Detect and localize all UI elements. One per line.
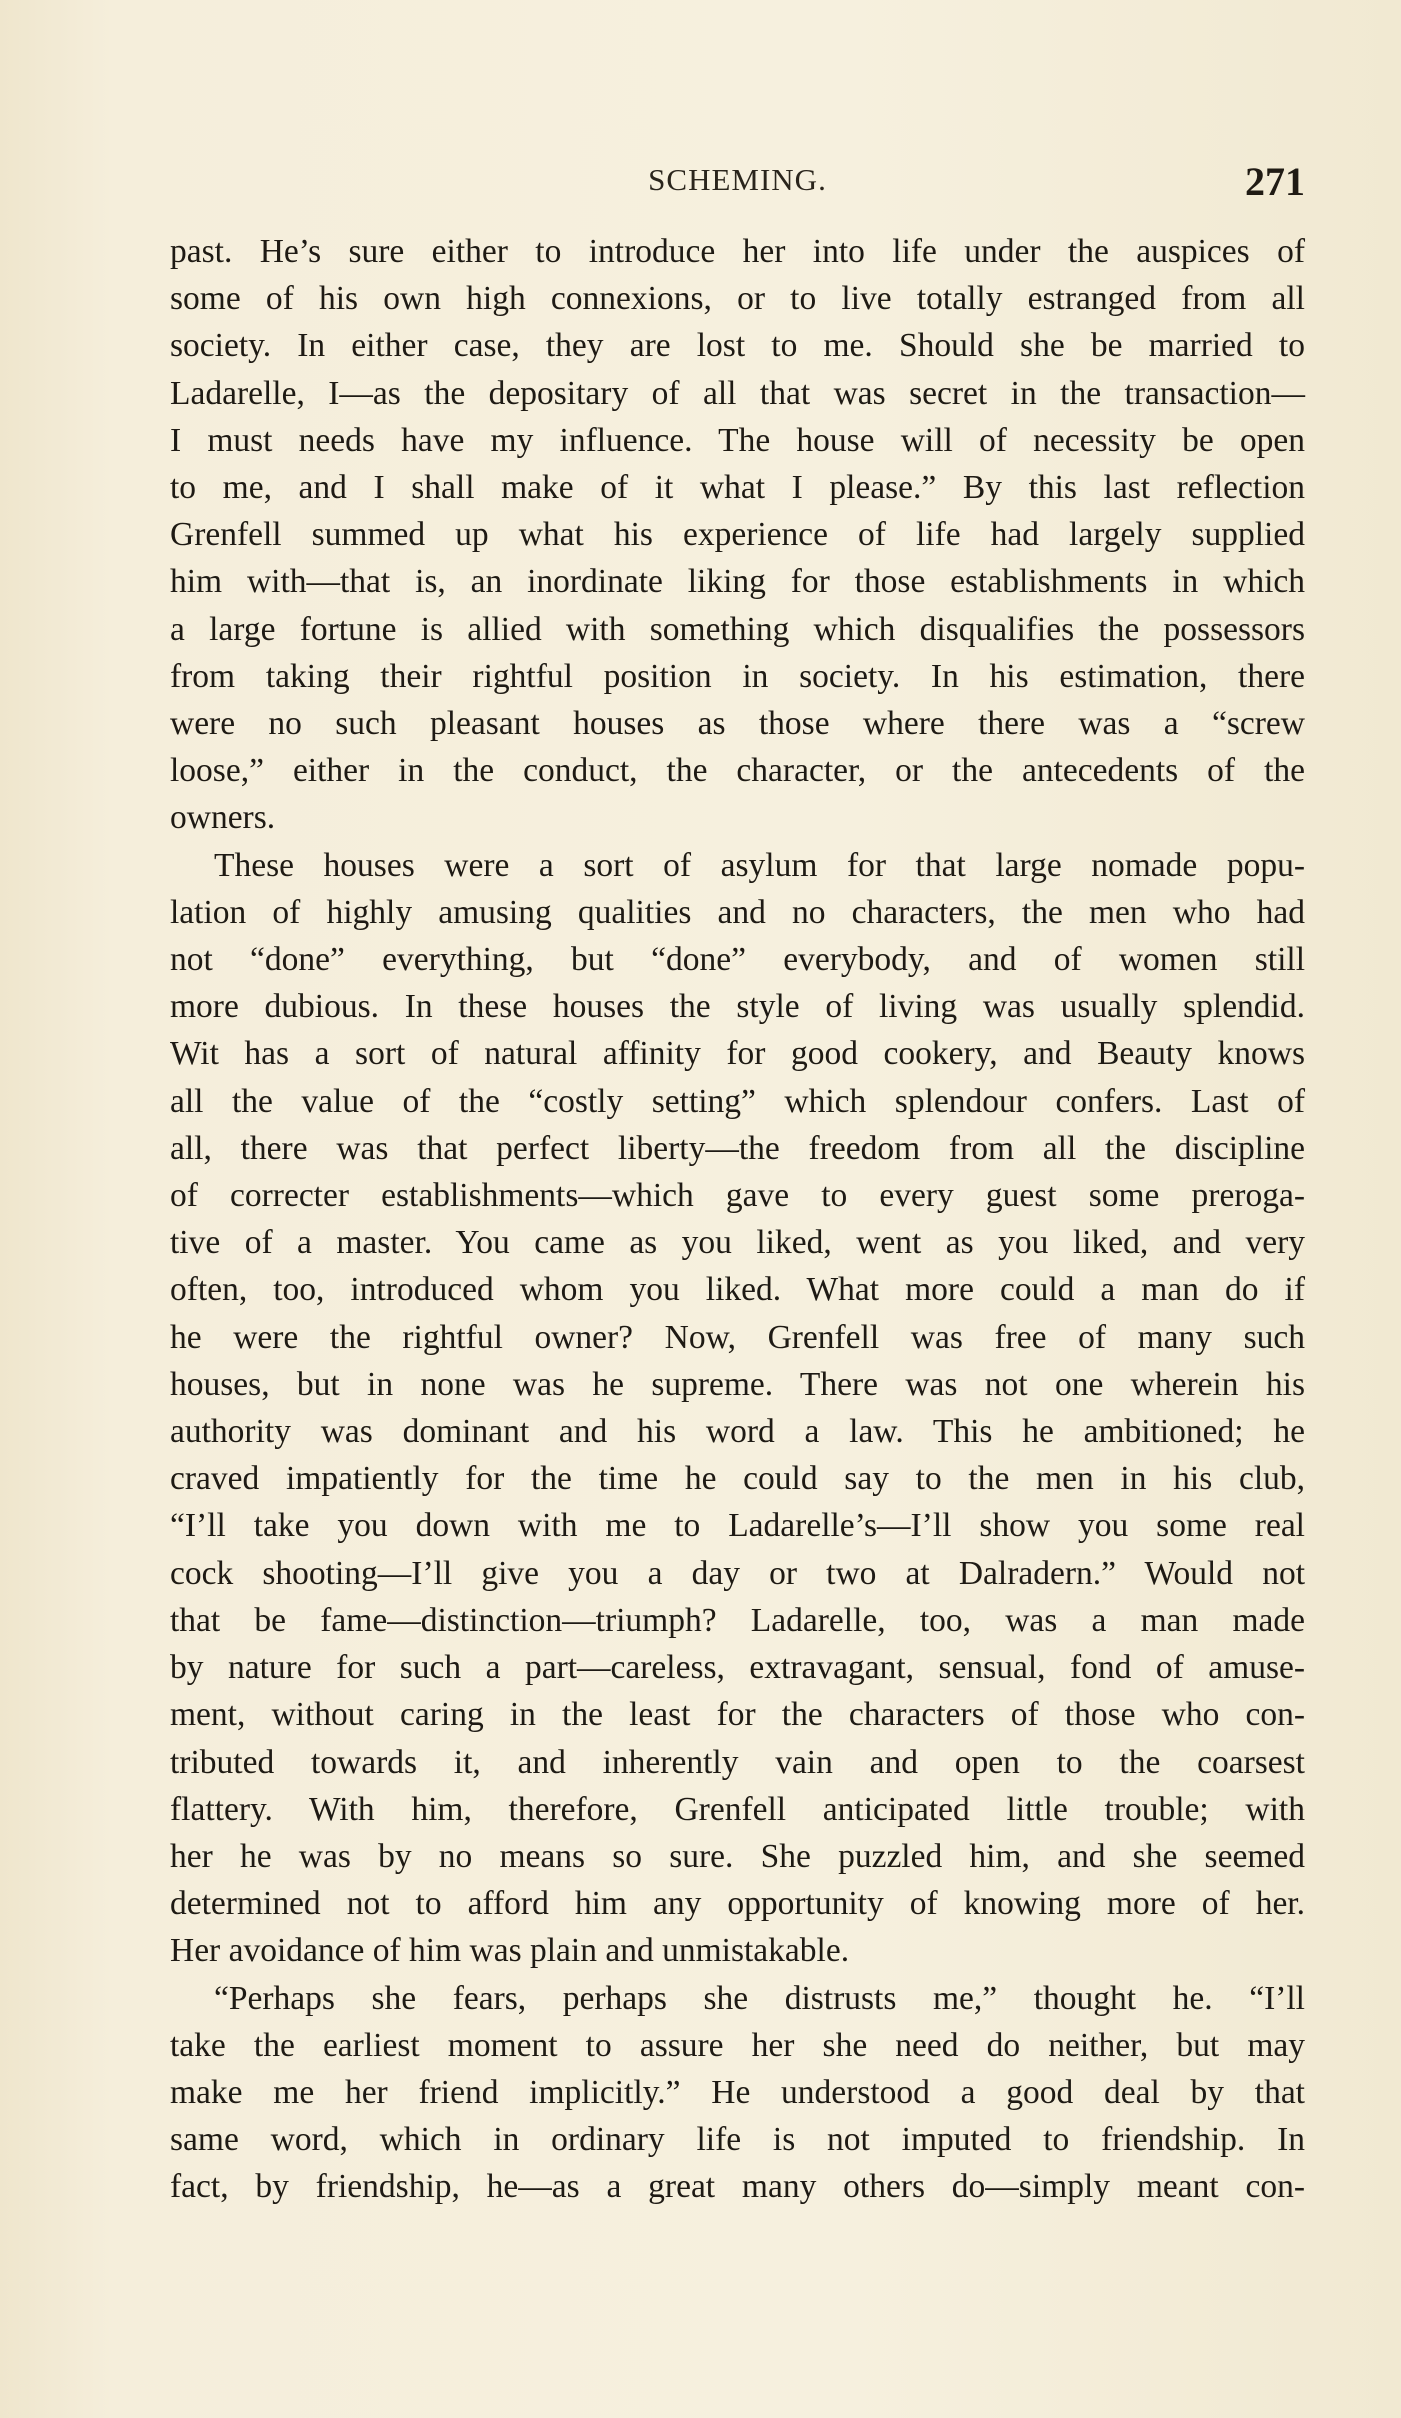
text-line: to me, and I shall make of it what I please.” By this last reflection <box>170 469 1305 507</box>
text-line: him with—that is, an inordinate liking for those establishments in which <box>170 563 1305 601</box>
page-number: 271 <box>1245 159 1305 204</box>
text-line: often, too, introduced whom you liked. What more could a man do if <box>170 1271 1305 1309</box>
text-line: make me her friend implicitly.” He understood a good deal by that <box>170 2073 1305 2111</box>
paragraph-start-line: These houses were a sort of asylum for that large nomade popu- <box>214 846 1305 884</box>
text-line: cock shooting—I’ll give you a day or two at Dalradern.” Would not <box>170 1554 1305 1592</box>
text-line: same word, which in ordinary life is not imputed to friendship. In <box>170 2121 1305 2159</box>
text-line: society. In either case, they are lost to me. Should she be married to <box>170 327 1305 365</box>
text-line: tributed towards it, and inherently vain and open to the coarsest <box>170 1743 1305 1781</box>
text-line: of correcter establishments—which gave to every guest some preroga- <box>170 1177 1305 1215</box>
paragraph-end-line: Her avoidance of him was plain and unmistakable. <box>170 1932 850 1970</box>
text-line: all, there was that perfect liberty—the freedom from all the discipline <box>170 1129 1305 1167</box>
running-head <box>170 158 1305 208</box>
text-line: not “done” everything, but “done” everybody, and of women still <box>170 941 1305 979</box>
text-line: determined not to afford him any opportunity of knowing more of her. <box>170 1885 1305 1923</box>
text-line: he were the rightful owner? Now, Grenfell was free of many such <box>170 1318 1305 1356</box>
text-line: houses, but in none was he supreme. There was not one wherein his <box>170 1365 1305 1403</box>
text-line: that be fame—distinction—triumph? Ladarelle, too, was a man made <box>170 1601 1305 1639</box>
text-line: fact, by friendship, he—as a great many others do—simply meant con- <box>170 2168 1305 2206</box>
text-line: more dubious. In these houses the style of living was usually splendid. <box>170 988 1305 1026</box>
text-line: lation of highly amusing qualities and no characters, the men who had <box>170 893 1305 931</box>
body-text <box>170 228 1305 2211</box>
text-line: loose,” either in the conduct, the character, or the antecedents of the <box>170 752 1305 790</box>
text-line: ment, without caring in the least for the characters of those who con- <box>170 1696 1305 1734</box>
text-line: “I’ll take you down with me to Ladarelle’s—I’ll show you some real <box>170 1507 1305 1545</box>
text-line: Ladarelle, I—as the depositary of all that was secret in the transaction— <box>170 374 1305 412</box>
text-line: by nature for such a part—careless, extravagant, sensual, fond of amuse- <box>170 1649 1305 1687</box>
text-line: Grenfell summed up what his experience of life had largely supplied <box>170 516 1305 554</box>
text-line: tive of a master. You came as you liked, went as you liked, and very <box>170 1224 1305 1262</box>
text-line: authority was dominant and his word a law. This he ambitioned; he <box>170 1413 1305 1451</box>
text-line: past. He’s sure either to introduce her into life under the auspices of <box>170 233 1305 270</box>
paragraph-end-line: owners. <box>170 799 276 837</box>
text-line: craved impatiently for the time he could say to the men in his club, <box>170 1460 1305 1498</box>
text-line: her he was by no means so sure. She puzzled him, and she seemed <box>170 1837 1305 1875</box>
text-line: all the value of the “costly setting” which splendour confers. Last of <box>170 1082 1305 1120</box>
text-line: flattery. With him, therefore, Grenfell anticipated little trouble; with <box>170 1790 1305 1828</box>
text-line: a large fortune is allied with something which disqualifies the possessors <box>170 610 1305 648</box>
text-line: some of his own high connexions, or to live totally estranged from all <box>170 280 1305 318</box>
chapter-title: SCHEMING. <box>648 162 827 197</box>
text-line: from taking their rightful position in society. In his estimation, there <box>170 657 1305 695</box>
text-line: I must needs have my influence. The house will of necessity be open <box>170 421 1305 459</box>
text-line: Wit has a sort of natural affinity for good cookery, and Beauty knows <box>170 1035 1305 1073</box>
text-line: take the earliest moment to assure her she need do neither, but may <box>170 2026 1305 2064</box>
text-line: were no such pleasant houses as those where there was a “screw <box>170 705 1305 743</box>
paragraph-start-line: “Perhaps she fears, perhaps she distrusts me,” thought he. “I’ll <box>214 1979 1305 2017</box>
